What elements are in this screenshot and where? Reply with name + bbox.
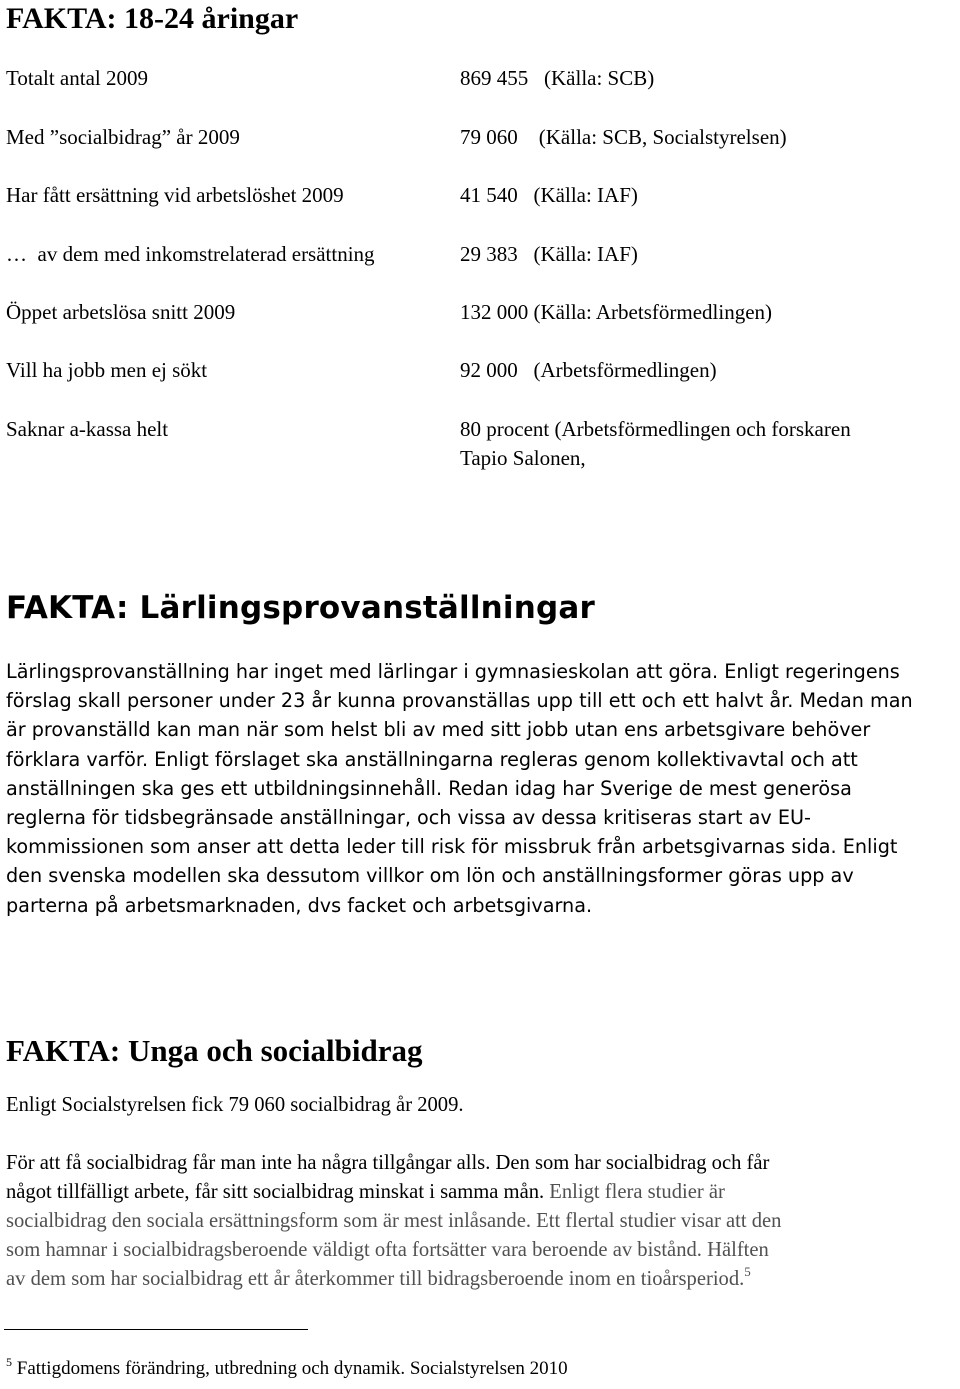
footnote-divider xyxy=(4,1329,308,1330)
body-paragraph-larling xyxy=(6,657,960,920)
row-value-a-kassa: 80 procent (Arbetsförmedlingen och forskaren xyxy=(460,417,851,441)
paragraph-line: förklara varför. Enligt förslaget ska anställningarna regleras genom kollektivavtal och att xyxy=(6,747,858,771)
footnote-number: 5 xyxy=(6,1355,12,1369)
row-value-vill-ha-jobb: 92 000 (Arbetsförmedlingen) xyxy=(460,358,717,382)
footnote-text: Fattigdomens förändring, utbredning och dynamik. Socialstyrelsen 2010 xyxy=(12,1358,568,1379)
paragraph-line: För att få socialbidrag får man inte ha några tillgångar alls. Den som har socialbidrag och får xyxy=(6,1152,770,1174)
row-value-ersattning: 41 540 (Källa: IAF) xyxy=(460,183,638,207)
paragraph-line: något tillfälligt arbete, får sitt socialbidrag minskat i samma mån. Enligt flera studier är xyxy=(6,1181,725,1203)
page-title: FAKTA: 18-24 åringar xyxy=(6,2,299,35)
row-label-a-kassa: Saknar a-kassa helt xyxy=(6,417,169,441)
section-heading-unga-och-socialbidrag: FAKTA: Unga och socialbidrag xyxy=(6,1033,423,1068)
row-label-total: Totalt antal 2009 xyxy=(6,66,148,90)
paragraph-line: kommissionen som anser att detta leder till risk för missbruk från arbetsgivarnas sida. Enligt xyxy=(6,835,898,859)
row-label-socialbidrag: Med ”socialbidrag” år 2009 xyxy=(6,125,240,149)
paragraph-line: är provanställd kan man när som helst bli av med sitt jobb utan ens arbetsgivare behöver xyxy=(6,718,871,742)
footnote xyxy=(6,1355,568,1380)
row-value-a-kassa-continued: Tapio Salonen, xyxy=(460,446,586,470)
paragraph-line: av dem som har socialbidrag ett år återkommer till bidragsberoende inom en tioårsperiod.$^5$ xyxy=(6,1264,751,1290)
paragraph-line: socialbidrag den sociala ersättningsform som är mest inlåsande. Ett flertal studier visar att den xyxy=(6,1210,782,1232)
paragraph-line: som hamnar i socialbidragsberoende väldigt ofta fortsätter vara beroende av bistånd. Hälften xyxy=(6,1239,769,1261)
paragraph-line: reglerna för tidsbegränsade anställningar, och vissa av dessa kritiseras start av EU- xyxy=(6,806,811,830)
body-paragraph-socialbidrag xyxy=(6,1149,960,1294)
paragraph-line: Lärlingsprovanställning har inget med lärlingar i gymnasieskolan att göra. Enligt regeringens xyxy=(6,660,900,683)
row-label-ersattning: Har fått ersättning vid arbetslöshet 2009 xyxy=(6,183,344,207)
paragraph-line: den svenska modellen ska dessutom villkor om lön och anställningsformer göras upp av xyxy=(6,864,854,888)
section-intro: Enligt Socialstyrelsen fick 79 060 socialbidrag år 2009. xyxy=(6,1094,464,1116)
section-heading-larlingsprovanstallningar: FAKTA: Lärlingsprovanställningar xyxy=(6,590,596,626)
paragraph-line: förslag skall personer under 23 år kunna provanställas upp till ett och ett halvt år. Medan man xyxy=(6,689,913,713)
footnote-reference[interactable]: 5 xyxy=(744,1264,751,1279)
row-label-inkomstrelaterad: … av dem med inkomstrelaterad ersättning xyxy=(6,242,375,266)
paragraph-line: parterna på arbetsmarknaden, dvs facket och arbetsgivarna. xyxy=(6,893,593,917)
row-value-arbetslosa: 132 000 (Källa: Arbetsförmedlingen) xyxy=(460,300,773,324)
row-value-inkomstrelaterad: 29 383 (Källa: IAF) xyxy=(460,242,638,266)
row-value-total: 869 455 (Källa: SCB) xyxy=(460,66,655,90)
row-label-arbetslosa: Öppet arbetslösa snitt 2009 xyxy=(6,300,236,324)
row-value-socialbidrag: 79 060 (Källa: SCB, Socialstyrelsen) xyxy=(460,125,787,149)
paragraph-line: anställningen ska ges ett utbildningsinnehåll. Redan idag har Sverige de mest generösa xyxy=(6,776,852,800)
row-label-vill-ha-jobb: Vill ha jobb men ej sökt xyxy=(6,358,208,382)
